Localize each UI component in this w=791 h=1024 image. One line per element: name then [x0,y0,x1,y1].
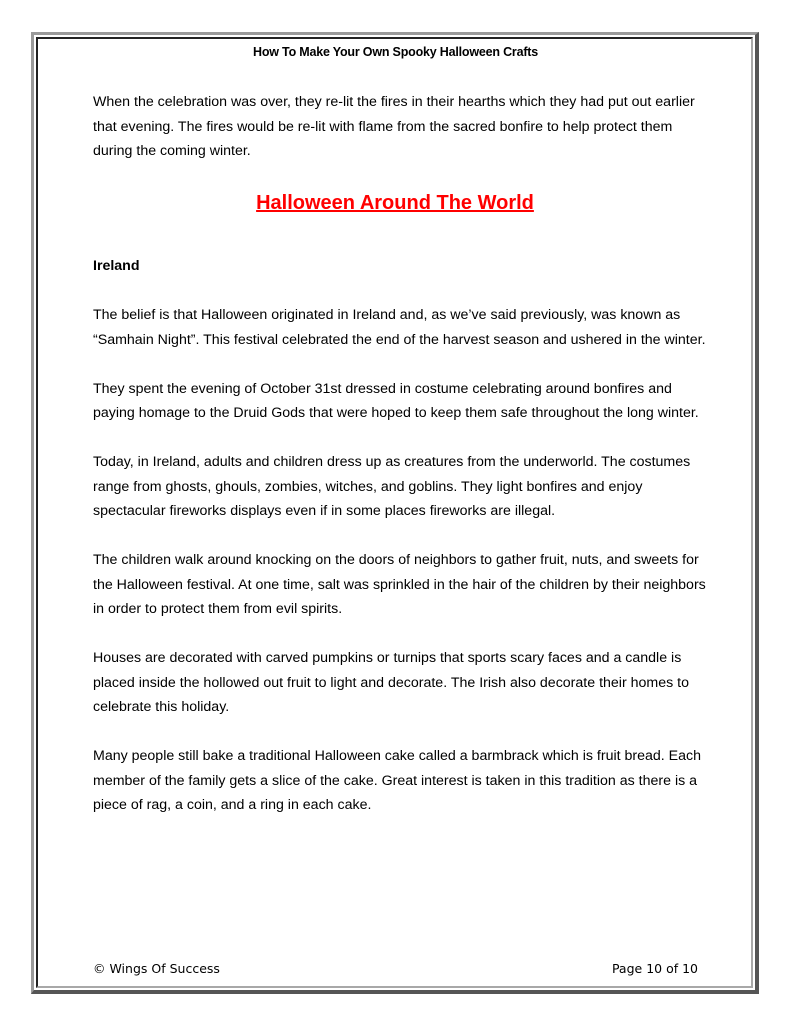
paragraph: Today, in Ireland, adults and children dress up as creatures from the underworld. The costumes range from ghosts, ghouls, zombies, witches, and goblins. They light bonfires and enjoy spectacular fireworks displays even if in some places fireworks are illegal. [93,454,691,519]
page-indicator: Page 10 of 10 [611,961,698,976]
running-header: How To Make Your Own Spooky Halloween Crafts [253,45,538,59]
paragraph: The children walk around knocking on the doors of neighbors to gather fruit, nuts, and sweets for the Halloween festival. At one time, salt was sprinkled in the hair of the children by their neighbors in order to protect them from evil spirits. [93,552,706,617]
section-title: Halloween Around The World [256,192,534,214]
paragraph: The belief is that Halloween originated in Ireland and, as we’ve said previously, was known as “Samhain Night”. This festival celebrated the end of the harvest season and ushered in the winter. [93,307,706,348]
intro-paragraph: When the celebration was over, they re-lit the fires in their hearths which they had put out earlier that evening. The fires would be re-lit with flame from the sacred bonfire to help protect them during the coming winter. [93,94,695,159]
subheading-ireland: Ireland [93,258,140,274]
paragraph: They spent the evening of October 31st dressed in costume celebrating around bonfires and paying homage to the Druid Gods that were hoped to keep them safe throughout the long winter. [93,380,699,421]
copyright-text: © Wings Of Success [93,961,220,976]
paragraph: Many people still bake a traditional Halloween cake called a barmbrack which is fruit bread. Each member of the family gets a slice of the cake. Great interest is taken in this tradition as there is a piece of rag, a coin, and a ring in each cake. [93,748,702,813]
paragraph: Houses are decorated with carved pumpkins or turnips that sports scary faces and a candle is placed inside the hollowed out fruit to light and decorate. The Irish also decorate their homes to celebrate this holiday. [93,650,689,715]
page-content [93,90,713,842]
page-footer [93,961,698,976]
